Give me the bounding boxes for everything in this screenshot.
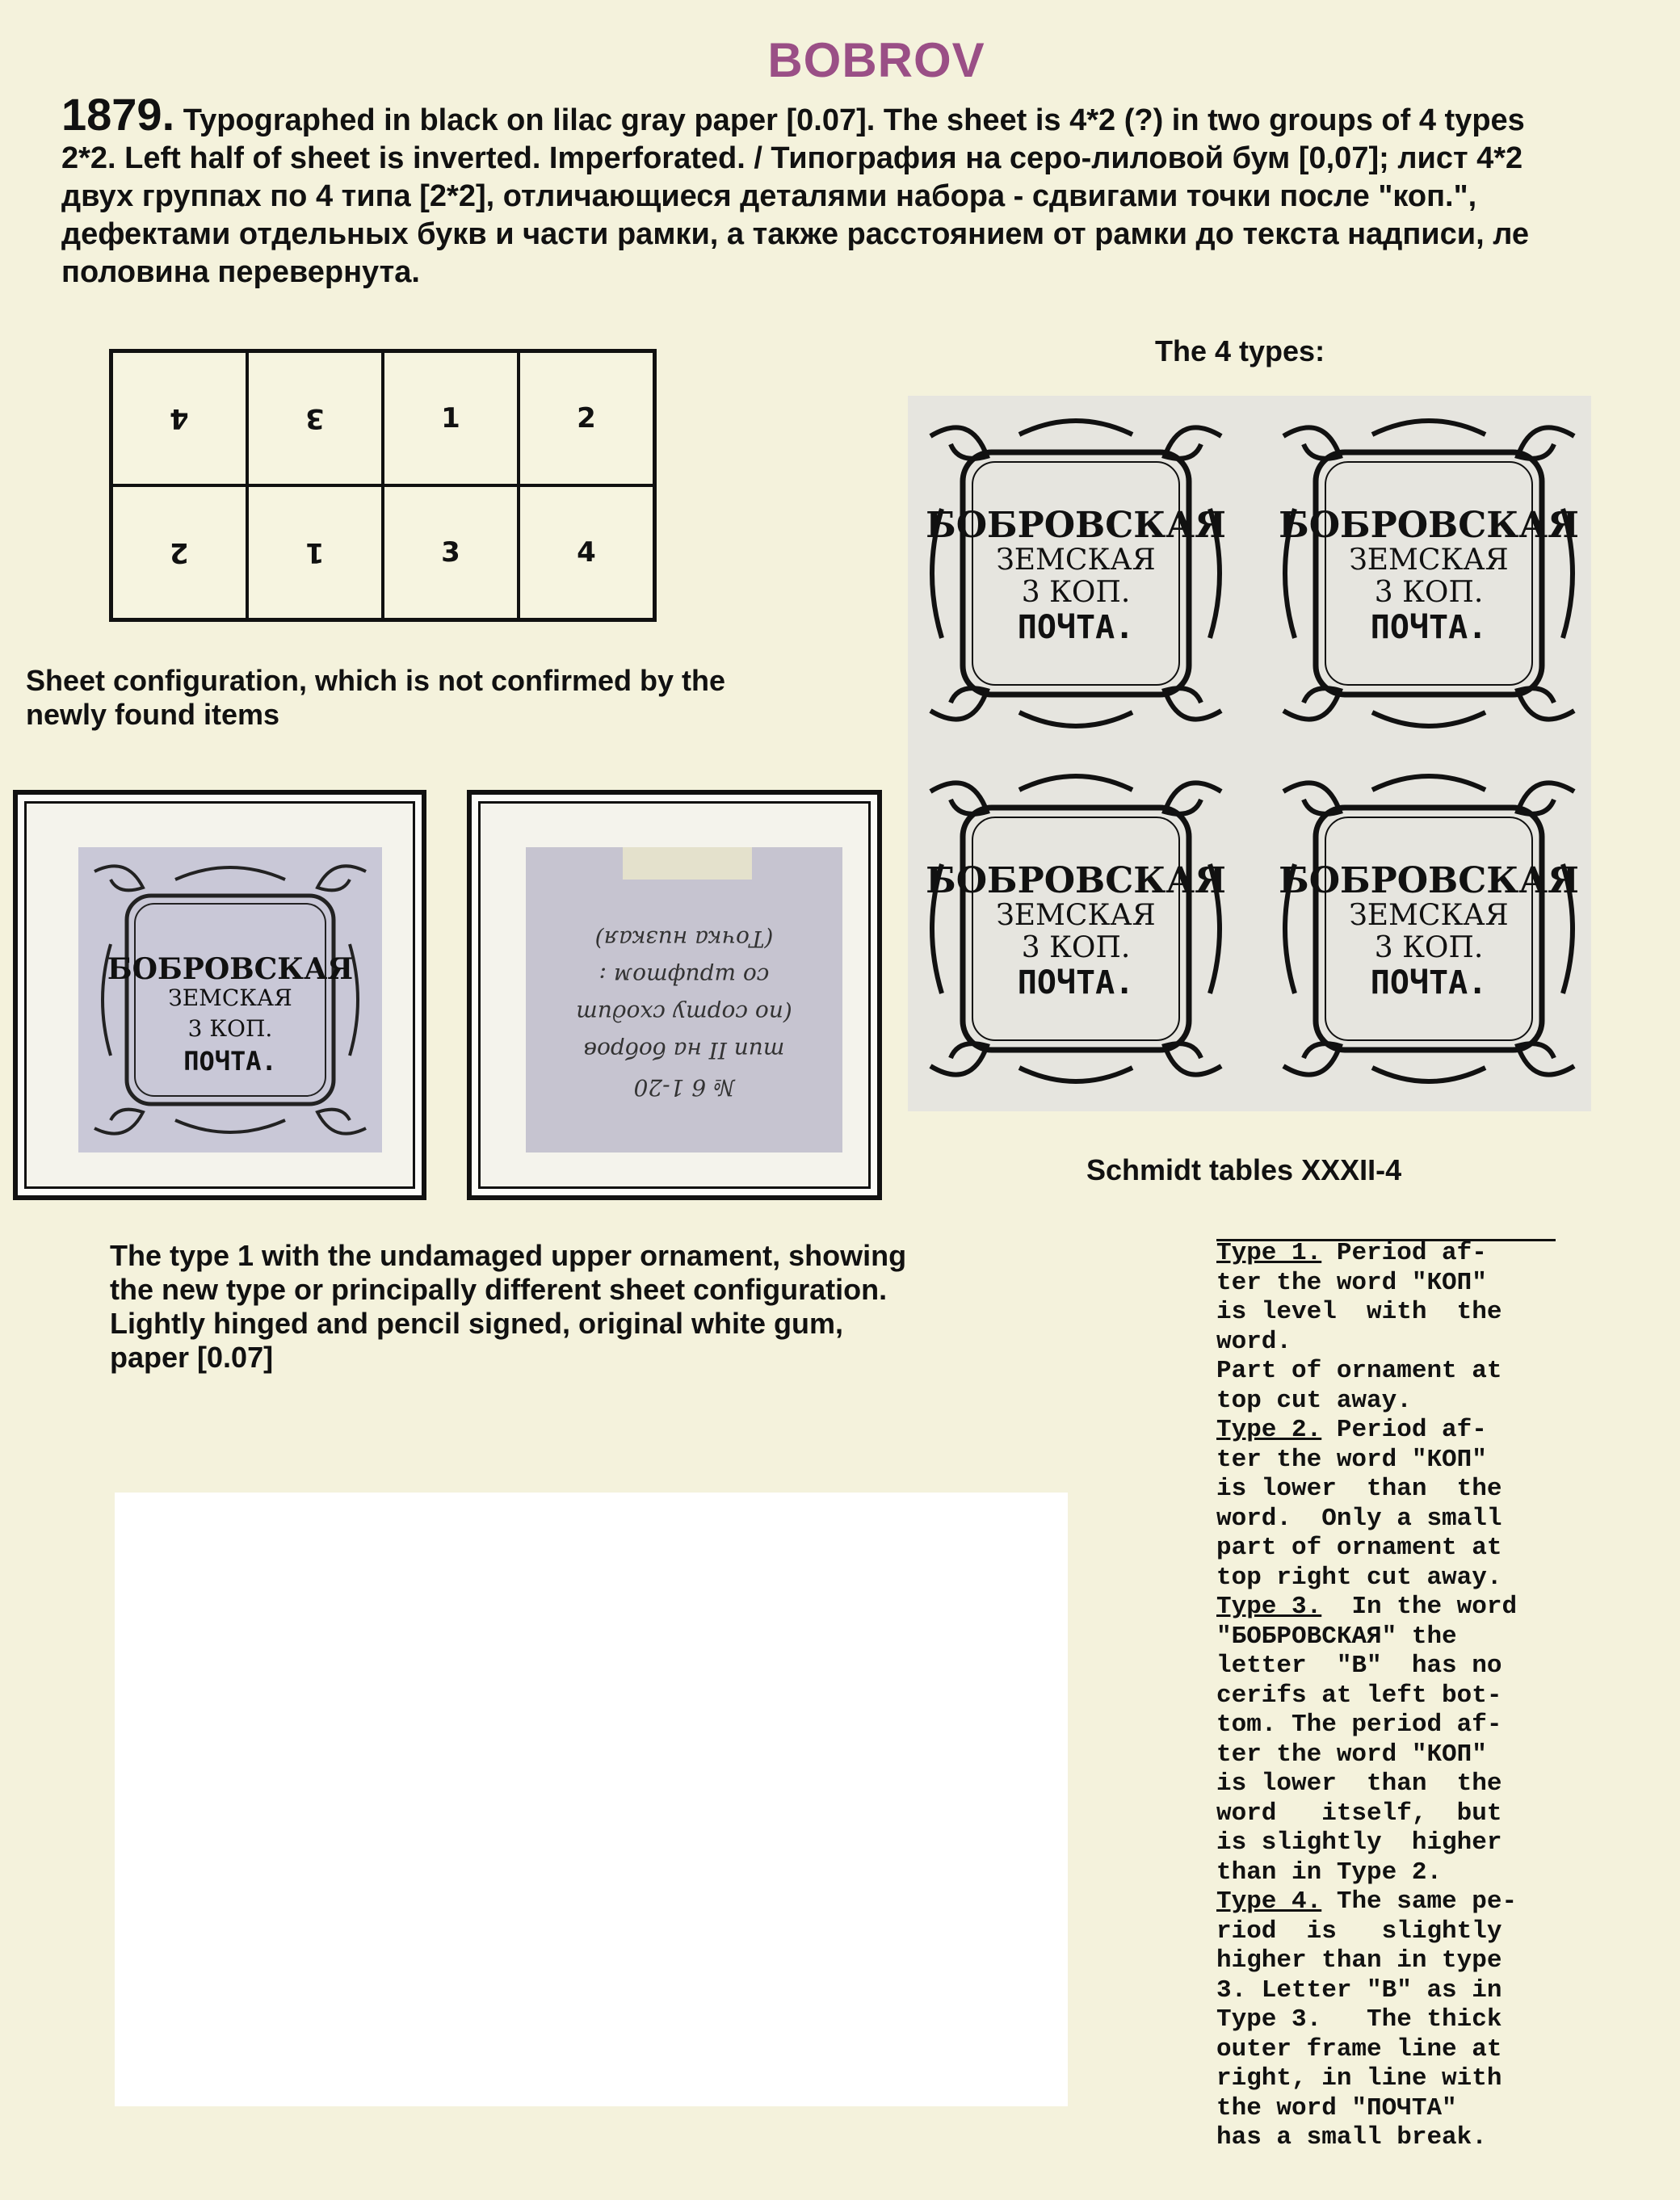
sheet-cell: 2 — [111, 485, 247, 619]
pencil-note: (по сорту сходит — [576, 1000, 792, 1027]
stamp-line: 3 КОП. — [187, 1015, 273, 1042]
type2-text: part of ornament at — [1216, 1534, 1502, 1562]
type-stamp-text: 3 КОП. — [1021, 931, 1131, 964]
sheet-caption — [26, 664, 834, 732]
stamp-front — [78, 847, 382, 1152]
stamp-line: ЗЕМСКАЯ — [168, 985, 292, 1011]
intro-year: 1879. — [61, 95, 175, 140]
pencil-note: тип II на бобров — [583, 1037, 785, 1064]
caption-line: Lightly hinged and pencil signed, original white gum, — [110, 1307, 844, 1340]
sheet-cell: 3 — [383, 485, 519, 619]
type-stamp-3 — [926, 776, 1226, 1081]
pencil-note: (Точка низкая) — [594, 926, 774, 952]
pencil-note: № 6 1-20 — [633, 1074, 735, 1101]
type-stamp-text: ПОЧТА. — [1370, 609, 1488, 646]
sheet-cell: 1 — [247, 485, 383, 619]
type1-text: is level with the — [1216, 1298, 1502, 1326]
type-stamp-text: ПОЧТА. — [1017, 609, 1135, 646]
type-stamp-text: ЗЕМСКАЯ — [996, 544, 1156, 577]
stamp-back — [526, 847, 842, 1152]
type-stamp-text: ПОЧТА. — [1017, 964, 1135, 1001]
schmidt-reference: Schmidt tables XXXII-4 — [1086, 1153, 1402, 1186]
type-stamp-text: БОБРОВСКАЯ — [926, 860, 1226, 901]
intro-line: дефектами отдельных букв и части рамки, а также расстоянием от рамки до текста надписи, ле — [61, 217, 1530, 251]
intro-paragraph — [61, 95, 1680, 292]
type-stamp-text: БОБРОВСКАЯ — [926, 505, 1226, 546]
type4-label: Type 4. — [1216, 1887, 1322, 1916]
type-stamp-1 — [926, 421, 1226, 726]
type-stamp-text: 3 КОП. — [1374, 931, 1484, 964]
sheet-cell: 4 — [519, 485, 654, 619]
type2-label: Type 2. — [1216, 1416, 1322, 1444]
sheet-cell: 1 — [383, 351, 519, 485]
intro-line: Typographed in black on lilac gray paper [0.07]. The sheet is 4*2 (?) in two groups of 4 types — [183, 103, 1525, 137]
type-stamp-2 — [1279, 421, 1579, 726]
type-stamp-text: ЗЕМСКАЯ — [996, 899, 1156, 932]
type1-text: word. — [1216, 1327, 1292, 1356]
intro-line: 2*2. Left half of sheet is inverted. Imperforated. / Типография на серо-лиловой бум [0,07]; лист 4*2 — [61, 141, 1523, 175]
type3-text: In the word "БОБРОВСКАЯ" the letter "B" has no cerifs at left bot- tom. The period af- ter the word "КОП" is lower than the word itself, but is slightly higher than in Type 2. — [1216, 1593, 1518, 1887]
caption-line: the new type or principally different sheet configuration. — [110, 1273, 888, 1306]
page-title: BOBROV — [767, 33, 985, 87]
four-stamps-illustration — [908, 396, 1591, 1111]
stamp-front-mount — [13, 790, 426, 1200]
type-stamp-text: БОБРОВСКАЯ — [1279, 505, 1579, 546]
item-caption — [110, 1239, 982, 1375]
type2-text: top right cut away. — [1216, 1563, 1502, 1592]
type-stamp-text: ЗЕМСКАЯ — [1349, 544, 1509, 577]
intro-line: половина перевернута. — [61, 255, 420, 289]
stamp-line: ПОЧТА. — [183, 1046, 277, 1077]
type1-text: Period af- — [1321, 1239, 1487, 1267]
caption-line: The type 1 with the undamaged upper ornament, showing — [110, 1239, 907, 1272]
caption-line: paper [0.07] — [110, 1341, 274, 1374]
type2-text: Period af- — [1321, 1416, 1487, 1444]
type1-text: top cut away. — [1216, 1386, 1412, 1415]
stamp-line: БОБРОВСКАЯ — [107, 952, 354, 986]
type-stamp-text: БОБРОВСКАЯ — [1279, 860, 1579, 901]
pencil-note: со шрифтом : — [598, 963, 770, 989]
type4-text: The same pe- riod is slightly higher than in type 3. Letter "B" as in Type 3. The thick outer frame line at right, in line with the word "ПОЧТА" has a small break. — [1216, 1887, 1518, 2152]
caption-line: newly found items — [26, 698, 280, 731]
blank-panel — [115, 1493, 1068, 2106]
type2-text: is lower than the — [1216, 1475, 1502, 1503]
type-stamp-text: ЗЕМСКАЯ — [1349, 899, 1509, 932]
sheet-configuration-diagram — [109, 349, 657, 622]
type1-text: Part of ornament at — [1216, 1357, 1502, 1385]
types-photo — [908, 396, 1591, 1111]
stamp-back-mount — [467, 790, 882, 1200]
type-stamp-text: ПОЧТА. — [1370, 964, 1488, 1001]
hinge-remnant — [623, 847, 752, 880]
type3-label: Type 3. — [1216, 1593, 1322, 1621]
sheet-cell: 4 — [111, 351, 247, 485]
sheet-cell: 2 — [519, 351, 654, 485]
type2-text: word. Only a small — [1216, 1504, 1502, 1533]
caption-line: Sheet configuration, which is not confirmed by the — [26, 664, 726, 697]
type1-label: Type 1. — [1216, 1239, 1322, 1267]
type-stamp-text: 3 КОП. — [1021, 576, 1131, 609]
type2-text: ter the word "КОП" — [1216, 1445, 1487, 1474]
type1-text: ter the word "КОП" — [1216, 1268, 1487, 1297]
type-stamp-text: 3 КОП. — [1374, 576, 1484, 609]
intro-line: двух группах по 4 типа [2*2], отличающиеся деталями набора - сдвигами точки после "коп.", — [61, 179, 1477, 213]
type-descriptions — [1216, 1239, 1572, 2153]
type-stamp-4 — [1279, 776, 1579, 1081]
types-label: The 4 types: — [1155, 334, 1325, 367]
sheet-cell: 3 — [247, 351, 383, 485]
